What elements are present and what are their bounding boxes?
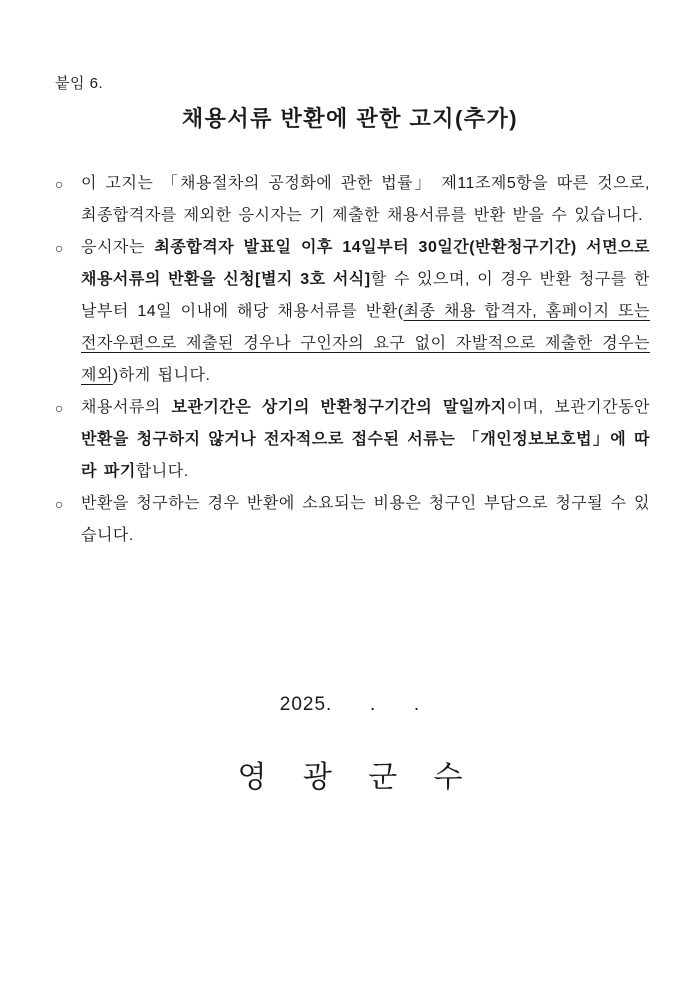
attachment-label: 붙임 6. [55,75,104,92]
plain-text: 채용서류의 [81,399,172,416]
bullet-text [81,488,650,552]
bullet-marker-icon: ○ [55,176,64,192]
emphasis-text: 반환을 청구하지 않거나 전자적으로 접수된 서류는 「개인정보보호법」에 따라 파기 [81,431,650,480]
notice-list [55,168,650,552]
underlined-text: 최종 채용 합격자, 홈페이지 또는 전자우편으로 제출된 경우나 구인자의 요구 없이 자발적으로 제출한 경우는 제외 [81,303,650,384]
bullet-item [55,232,650,392]
bullet-marker-icon: ○ [55,400,64,416]
plain-text: 합니다. [135,463,189,480]
signature: 영 광 군 수 [237,761,477,794]
date-line: 2025. . . [279,694,421,715]
bullet-item [55,392,650,488]
bullet-item [55,168,650,232]
bullet-text [81,232,650,392]
plain-text: 이며, 보관기간동안 [506,399,650,416]
bullet-text [81,392,650,488]
plain-text: 이 고지는 「채용절차의 공정화에 관한 법률」 제11조제5항을 따른 것으로, 최종합격자를 제외한 응시자는 기 제출한 채용서류를 반환 받을 수 있습니다. [81,175,650,224]
bullet-marker-icon: ○ [55,240,64,256]
plain-text: 반환을 청구하는 경우 반환에 소요되는 비용은 청구인 부담으로 청구될 수 있습니다. [81,495,650,544]
plain-text: 할 수 있으며, 이 경우 반환 청구를 한 날부터 14일 이내에 해당 채용서류를 반환( [81,271,650,320]
bullet-marker-icon: ○ [55,496,64,512]
page-title: 채용서류 반환에 관한 고지(추가) [181,106,519,131]
emphasis-text: 최종합격자 발표일 이후 14일부터 30일간(반환청구기간) 서면으로 채용서류의 반환을 신청[별지 3호 서식] [81,239,650,288]
emphasis-text: 보관기간은 상기의 반환청구기간의 말일까지 [171,399,507,416]
bullet-text [81,168,650,232]
plain-text: )하게 됩니다. [112,367,211,384]
bullet-item [55,488,650,552]
plain-text: 응시자는 [81,239,155,256]
